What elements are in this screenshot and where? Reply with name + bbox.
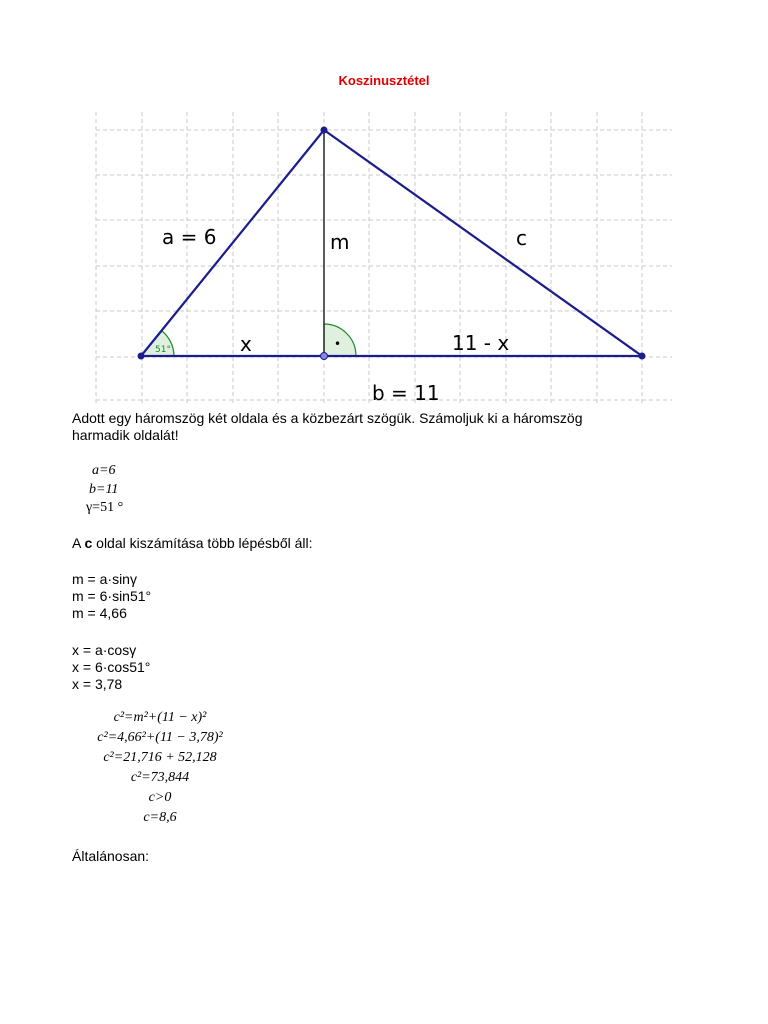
c-calc-line-5: c>0	[148, 790, 172, 805]
label-altitude-m: m	[330, 230, 350, 254]
vertex-right	[639, 353, 646, 360]
altitude-foot	[321, 353, 328, 360]
given-b: b=11	[89, 482, 119, 497]
m-calc-line-2: m = 6·sin51°	[72, 588, 152, 604]
given-gamma: γ=51 °	[86, 500, 124, 515]
c-calc-line-2: c²=4,66²+(11 − 3,78)²	[97, 730, 223, 745]
label-side-a: a = 6	[162, 225, 217, 249]
c-calc-line-4: c²=73,844	[130, 770, 190, 785]
m-calc-line-1: m = a·sinγ	[72, 571, 137, 587]
right-angle-dot: •	[334, 337, 342, 351]
label-segment-11-minus-x: 11 - x	[452, 331, 510, 355]
label-angle-gamma: 51°	[155, 345, 171, 355]
label-side-c: c	[516, 226, 527, 250]
m-calc-line-3: m = 4,66	[72, 605, 127, 621]
given-a: a=6	[92, 463, 116, 478]
intro-line-1: Adott egy háromszög két oldala és a közbezárt szögük. Számoljuk ki a háromszög	[72, 410, 583, 426]
label-segment-x: x	[240, 332, 252, 356]
triangle-figure	[0, 0, 768, 410]
intro-line-2: harmadik oldalát!	[72, 427, 179, 443]
c-calc-line-6: c=8,6	[143, 810, 177, 825]
m-calculation	[72, 571, 151, 622]
x-calc-line-1: x = a·cosγ	[72, 642, 137, 658]
label-side-b: b = 11	[372, 381, 440, 405]
intro-paragraph	[72, 410, 582, 444]
c-calculation	[60, 708, 260, 828]
general-heading: Általánosan:	[72, 848, 150, 864]
vertex-top	[321, 127, 328, 134]
background-grid	[96, 112, 672, 405]
side-c	[324, 130, 642, 356]
c-calc-line-3: c²=21,716 + 52,128	[103, 750, 217, 765]
page-title: Koszinusztétel	[338, 73, 430, 88]
steps-intro: A c oldal kiszámítása több lépésből áll:	[72, 535, 313, 551]
x-calc-line-3: x = 3,78	[72, 676, 123, 692]
x-calculation	[72, 642, 150, 693]
vertex-left	[138, 353, 145, 360]
c-calc-line-1: c²=m²+(11 − x)²	[113, 710, 207, 725]
x-calc-line-2: x = 6·cos51°	[72, 659, 151, 675]
